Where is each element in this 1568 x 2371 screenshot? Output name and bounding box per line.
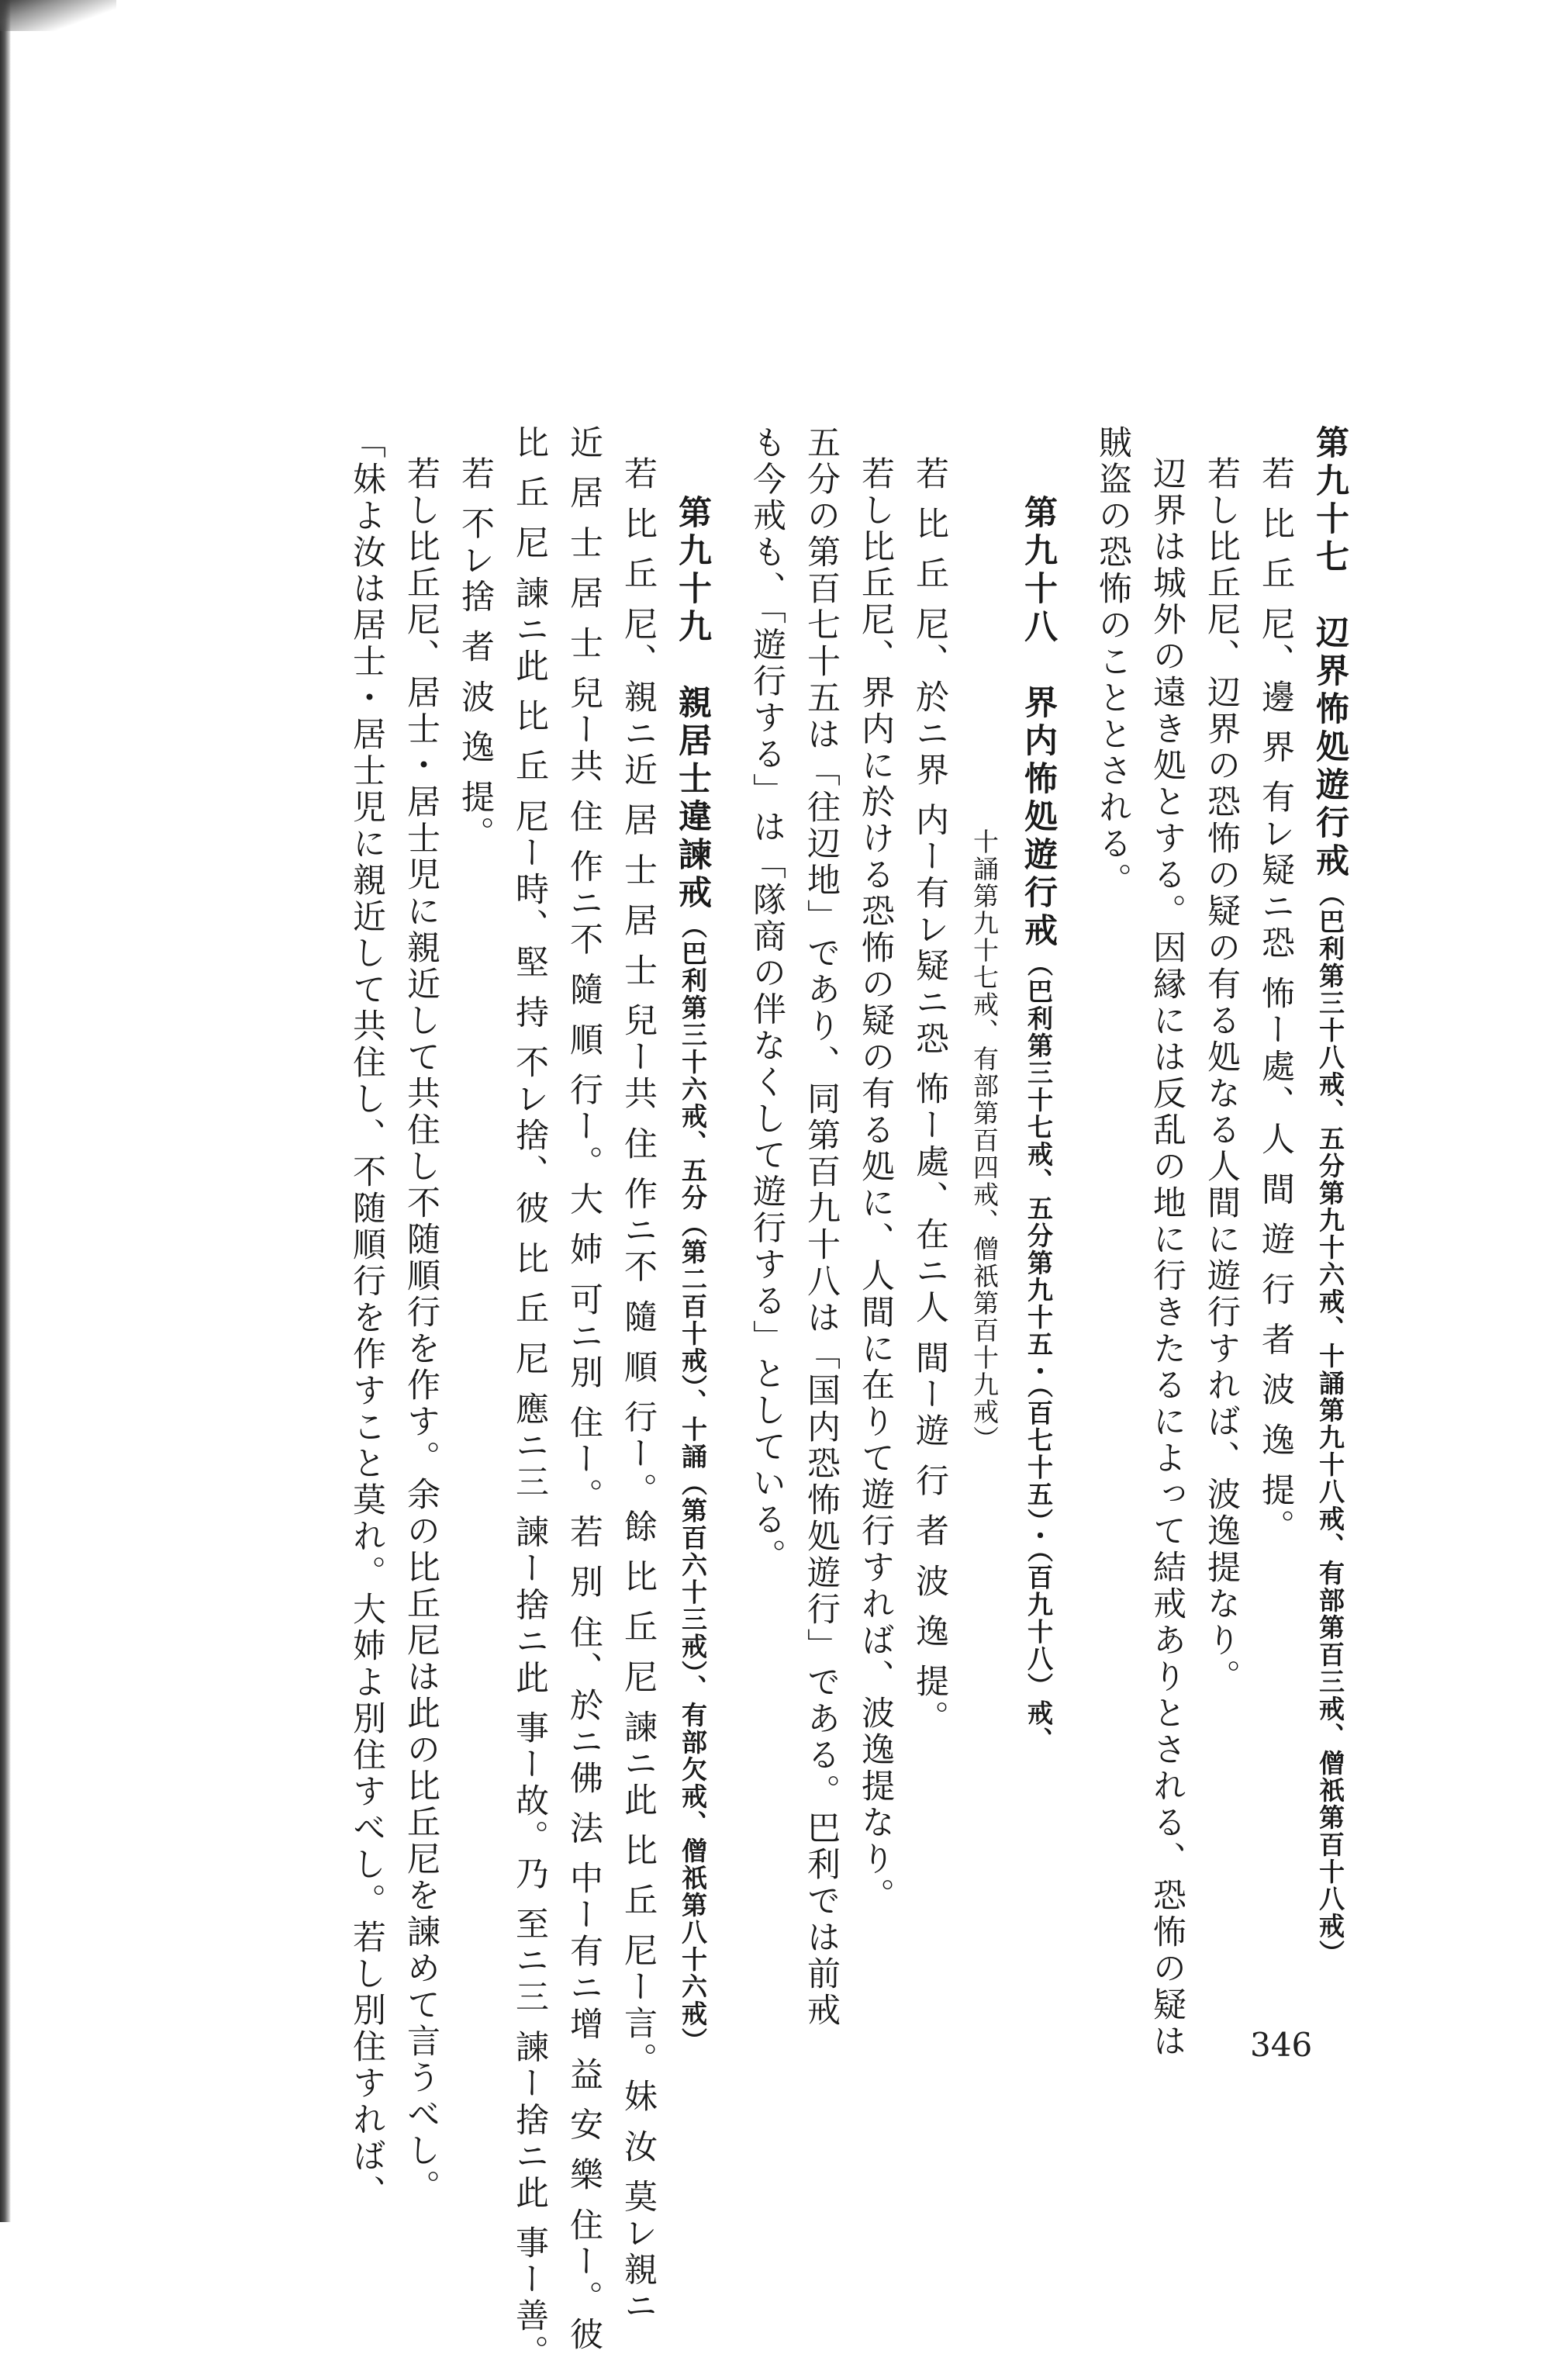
scan-page-edge [0, 0, 11, 2222]
rule-98-translation: 若し比丘尼、界内に於ける恐怖の疑の有る処に、人間に在りて遊行すれば、波逸提なり。 [856, 456, 895, 1914]
rule-98-comment-line-2: も今戒も、「遊行する」は「隊商の伴なくして遊行する」としている。 [748, 425, 786, 1575]
rule-97-sources: （巴利第三十八戒、五分第九十六戒、十誦第九十八戒、有部第百三戒、僧祇第百十八戒） [1315, 881, 1345, 1967]
vertical-text-body [233, 425, 1357, 2371]
rule-99-kanbun-line-4: 若 不レ捨 者 波 逸 提。 [456, 456, 495, 853]
rule-99-translation-line-2: 「妹よ汝は居士・居士児に親近して共住し、不随順行を作すこと莫れ。大姉よ別住すべし。若し別住すれば、 [347, 425, 386, 2211]
rule-99-translation-line-1: 若し比丘尼、居士・居士児に親近して共住し不随順行を作す。余の比丘尼は此の比丘尼を諫めて言うべし。 [402, 456, 440, 2206]
rule-98-title: 第九十八 界内怖処遊行戒 [1019, 495, 1058, 951]
rule-98-heading [1011, 425, 1065, 2069]
rule-97-kanbun: 若 比 丘 尼、邊 界 有レ疑ニ恐 怖ー處、人 間 遊 行 者 波 逸 提。 [1256, 456, 1295, 1546]
rule-97-translation: 若し比丘尼、辺界の恐怖の疑の有る処なる人間に遊行すれば、波逸提なり。 [1202, 456, 1241, 1695]
rule-99-kanbun-line-2: 近 居 士 居 士 兒ー共 住 作ニ不 隨 順 行ー。大 姉 可ニ別 住ー。若 別 住、於ニ佛 法 中ー有ニ增 益 安 樂 住ー。彼 [565, 425, 603, 2354]
rule-98-kanbun: 若 比 丘 尼、於ニ界 内ー有レ疑ニ恐 怖ー處、在ニ人 間ー遊 行 者 波 逸 提。 [910, 456, 949, 1737]
rule-97-comment-line-1: 辺界は城外の遠き処とする。因縁には反乱の地に行きたるによって結戒ありとされる、恐怖の疑は [1148, 456, 1186, 2060]
rule-99-kanbun-line-3: 比 丘 尼 諫ニ此 比 丘 尼ー時、堅 持 不レ捨、彼 比 丘 尼 應ニ三 諫ー捨ニ此 事ー故。乃 至ニ三 諫ー捨ニ此 事ー善。 [510, 425, 549, 2371]
rule-97-title: 第九十七 辺界怖処遊行戒 [1311, 425, 1349, 881]
rule-97-comment-line-2: 賊盗の恐怖のこととされる。 [1093, 425, 1132, 899]
rule-99-heading [665, 425, 720, 2069]
scan-corner-shadow [0, 0, 116, 31]
rule-99-kanbun-line-1: 若 比 丘 尼、親ニ近 居 士 居 士 兒ー共 住 作ニ不 隨 順 行ー。餘 比 丘 尼 諫ニ此 比 丘 尼ー言。妹 汝 莫レ親ニ [619, 456, 658, 2325]
page-number: 346 [1250, 2026, 1313, 2064]
rule-99-title: 第九十九 親居士違諫戒 [673, 495, 712, 913]
rule-98-sources-line-1: （巴利第三十七戒、五分第九十五・（百七十五）・（百九十八）戒、 [1024, 951, 1054, 1754]
rule-98-sources-line-2: 十誦第九十七戒、有部第百四戒、僧祇第百十九戒） [969, 828, 1000, 1453]
rule-97-heading [1303, 425, 1357, 2069]
rule-98-comment-line-1: 五分の第百七十五は「往辺地」であり、同第百九十八は「国内恐怖処遊行」である。巴利では前戒 [802, 425, 841, 2029]
rule-99-sources: （巴利第三十六戒、五分（第二百十戒）、十誦（第百六十三戒）、有部欠戒、僧祇第八十六戒） [678, 913, 708, 2055]
